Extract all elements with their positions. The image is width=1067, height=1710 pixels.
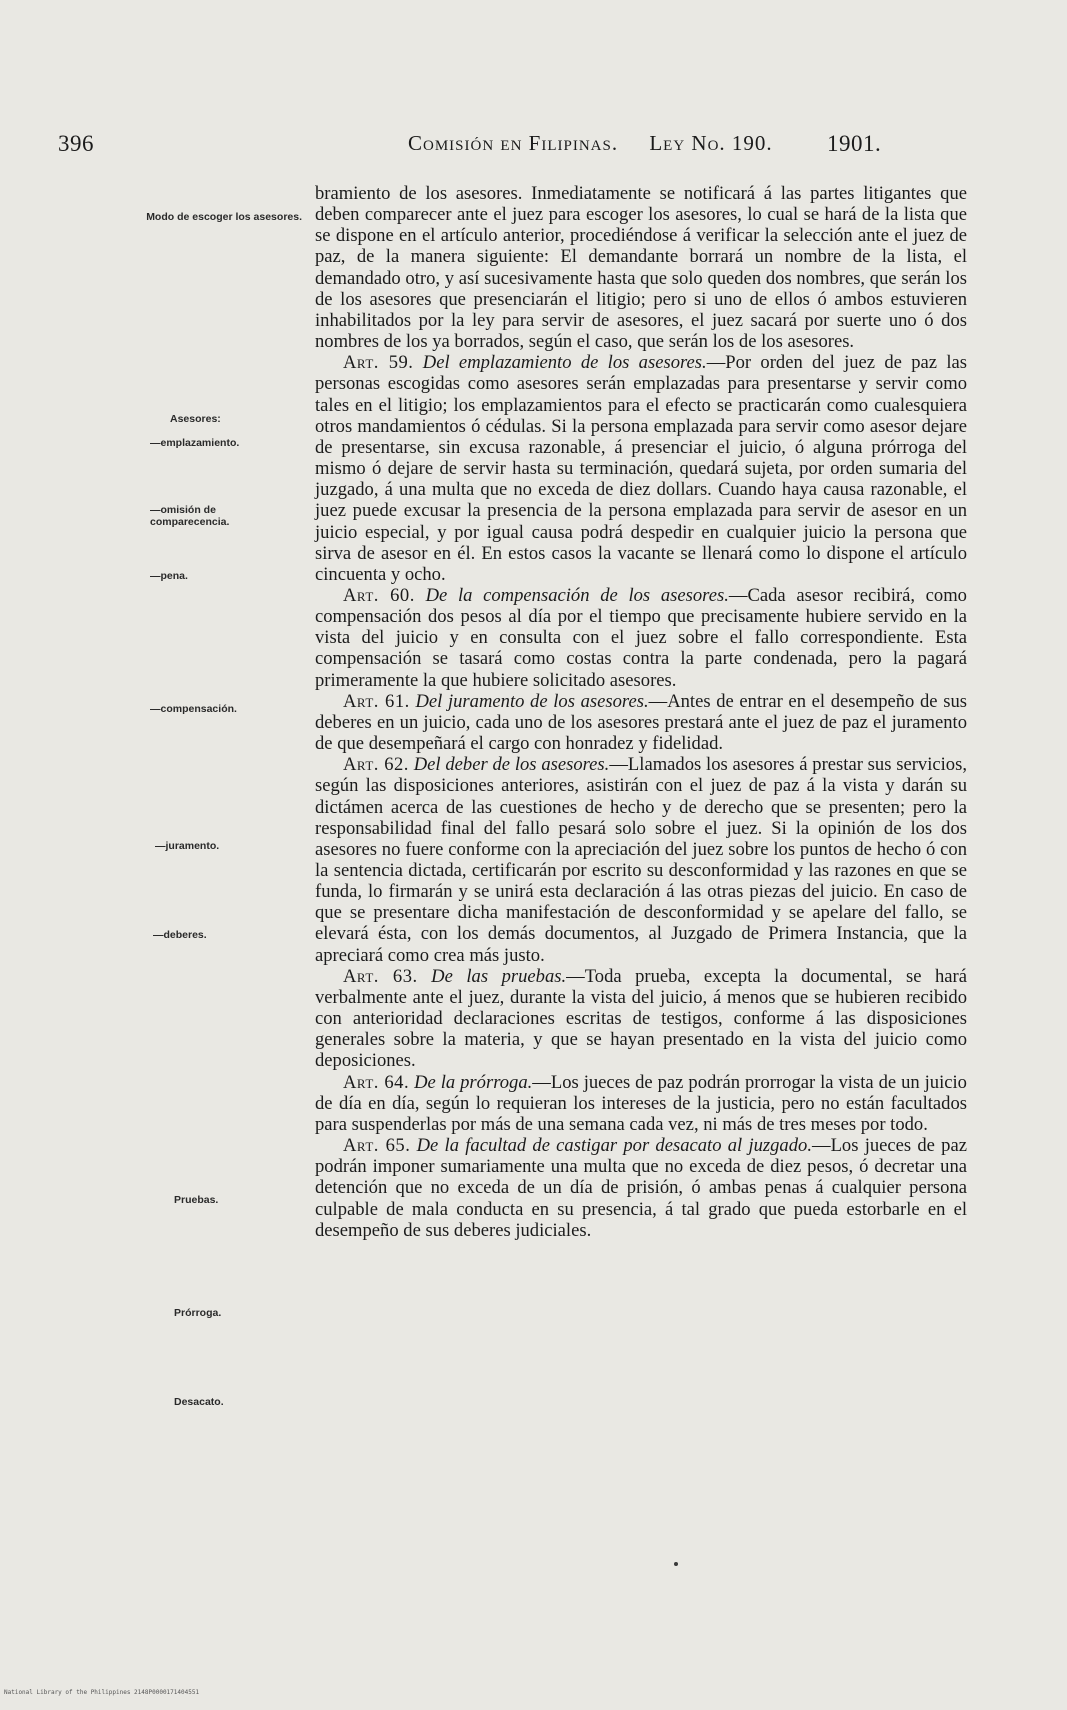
article-number: Art. 63. <box>343 965 418 987</box>
article-number: Art. 65. <box>343 1135 411 1157</box>
running-title-commission: Comisión en Filipinas. <box>408 131 619 155</box>
margin-note-omision: —omisión de comparecencia. <box>150 504 230 528</box>
article-number: Art. 62. <box>343 754 409 776</box>
article-number: Art. 64. <box>343 1071 410 1093</box>
article-title: De las pruebas. <box>431 965 567 987</box>
article-text: —Toda prueba, excepta la documental, se hará verbalmente ante el juez, durante la vista del juicio, á menos que se hubieren recibido con anterioridad declaraciones escritas de testigos, conforme á las disposiciones generales sobre la materia, y que se hayan presentado en la vista del juicio como deposiciones. <box>315 965 967 1072</box>
scan-footer: National Library of the Philippines 2148P0000171404551 <box>4 1689 200 1696</box>
article-number: Art. 59. <box>343 352 414 374</box>
page-number: 396 <box>58 131 94 156</box>
article-title: De la prórroga. <box>414 1071 533 1093</box>
margin-note-compensacion: —compensación. <box>150 703 237 715</box>
article-text: —Los jueces de paz podrán prorrogar la vista de un juicio de día en día, según lo requieran los intereses de la justicia, pero no están facultados para suspenderlas por más de una semana cada vez, ni más de tres meses por todo. <box>315 1071 967 1135</box>
article-title: De la facultad de castigar por desacato al juzgado. <box>416 1135 812 1157</box>
ink-speck <box>674 1562 678 1566</box>
margin-note-modo: Modo de escoger los asesores. <box>146 211 302 223</box>
article-text: —Llamados los asesores á prestar sus servicios, según las disposiciones anteriores, asistirán con el juez de paz á la vista y darán su dictámen acerca de las cuestiones de hecho y de derecho que se presenten; pero la responsabilidad final del fallo pesará solo sobre el juez. Si la opinión de los dos asesores no fuere conforme con la apreciación del juez sobre los puntos de hecho ó con la sentencia dictada, certificarán por escrito su desconformidad y las razones en que se funda, lo firmarán y se unirá esta declaración á las otras piezas del juicio. En caso de que se presentare dicha manifestación de desconformidad y se apelare del fallo, se elevará ésta, con los demás documentos, al Juzgado de Primera Instancia, que la apreciará como crea más justo. <box>315 754 967 966</box>
running-title-law: Ley No. 190. <box>649 131 773 155</box>
margin-note-prorroga: Prórroga. <box>174 1307 222 1319</box>
article-text: —Antes de entrar en el desempeño de sus deberes en un juicio, cada uno de los asesores prestará ante el juez de paz el juramento de que desempeñará el cargo con honradez y fidelidad. <box>315 690 967 755</box>
paragraph-intro: bramiento de los asesores. Inmediatamente se notificará á las partes litigantes que deben comparecer ante el juez para escoger los asesores, lo cual se hará de la lista que se dispone en el artículo anterior, procediéndose á verificar la selección ante el juez de paz, de la manera siguiente: El demandante borrará un nombre de la lista, el demandado otro, y así sucesivamente hasta que solo queden dos nombres, que serán los de los asesores que presenciarán el litigio; pero si uno de ellos ó ambos estuvieren inhabilitados por la ley para servir de asesores, el juez sacará por suerte uno ó dos nombres de los ya borrados, según el caso, que serán los de los asesores. <box>315 183 967 353</box>
article-59 <box>315 352 967 585</box>
article-65 <box>315 1135 967 1241</box>
running-title <box>408 131 773 156</box>
article-text: —Por orden del juez de paz las personas escogidas como asesores serán emplazadas para presentarse y servir como tales en el litigio; los emplazamientos para el efecto se practicarán como cualesquiera otros mandamientos ó cédulas. Si la persona emplazada para servir como asesor dejare de presentarse, sin excusa razonable, á presenciar el juicio, ó alguna prórroga del mismo ó dejare de servir hasta su terminación, quedará sujeta, por orden sumaria del juzgado, á una multa que no exceda de diez dollars. Cuando haya causa razonable, el juez puede excusar la presencia de la persona emplazada para servir de asesor en un juicio especial, y por igual causa podrá despedir en cualquier juicio la persona que sirva de asesor en él. En estos casos la vacante se llenará como lo dispone el artículo cincuenta y ocho. <box>315 352 967 585</box>
article-number: Art. 61. <box>343 690 410 712</box>
article-text: —Los jueces de paz podrán imponer sumariamente una multa que no exceda de diez pesos, ó decretar una detención que no exceda de un día de prisión, ó ambas penas á cualquier persona culpable de mala conducta en su presencia, á tal grado que pueda estorbarle en el desempeño de sus deberes judiciales. <box>315 1135 967 1241</box>
article-title: Del emplazamiento de los asesores. <box>422 352 707 374</box>
margin-note-emplazamiento: —emplazamiento. <box>150 437 240 449</box>
article-text: —Cada asesor recibirá, como compensación dos pesos al día por el tiempo que precisamente hubiere servido en la vista del juicio y en consulta con el juez sobre el fallo correspondiente. Esta compensación se tasará como costas contra la parte condenada, pero la pagará primeramente la que hubiere solicitado asesores. <box>315 584 967 691</box>
running-year: 1901. <box>827 131 882 156</box>
article-title: Del deber de los asesores. <box>413 754 610 776</box>
article-title: De la compensación de los asesores. <box>425 584 729 606</box>
margin-note-desacato: Desacato. <box>174 1396 224 1408</box>
article-62 <box>315 754 967 966</box>
body-text <box>315 183 967 1241</box>
article-64 <box>315 1072 967 1135</box>
article-title: Del juramento de los asesores. <box>415 690 649 712</box>
article-number: Art. 60. <box>343 584 415 606</box>
article-60 <box>315 585 967 691</box>
margin-note-deberes: —deberes. <box>153 929 207 941</box>
margin-note-asesores: Asesores: <box>170 413 221 425</box>
margin-note-juramento: —juramento. <box>155 840 220 852</box>
article-63 <box>315 966 967 1072</box>
margin-note-pena: —pena. <box>150 570 188 582</box>
article-61 <box>315 691 967 754</box>
margin-note-pruebas: Pruebas. <box>174 1194 219 1206</box>
